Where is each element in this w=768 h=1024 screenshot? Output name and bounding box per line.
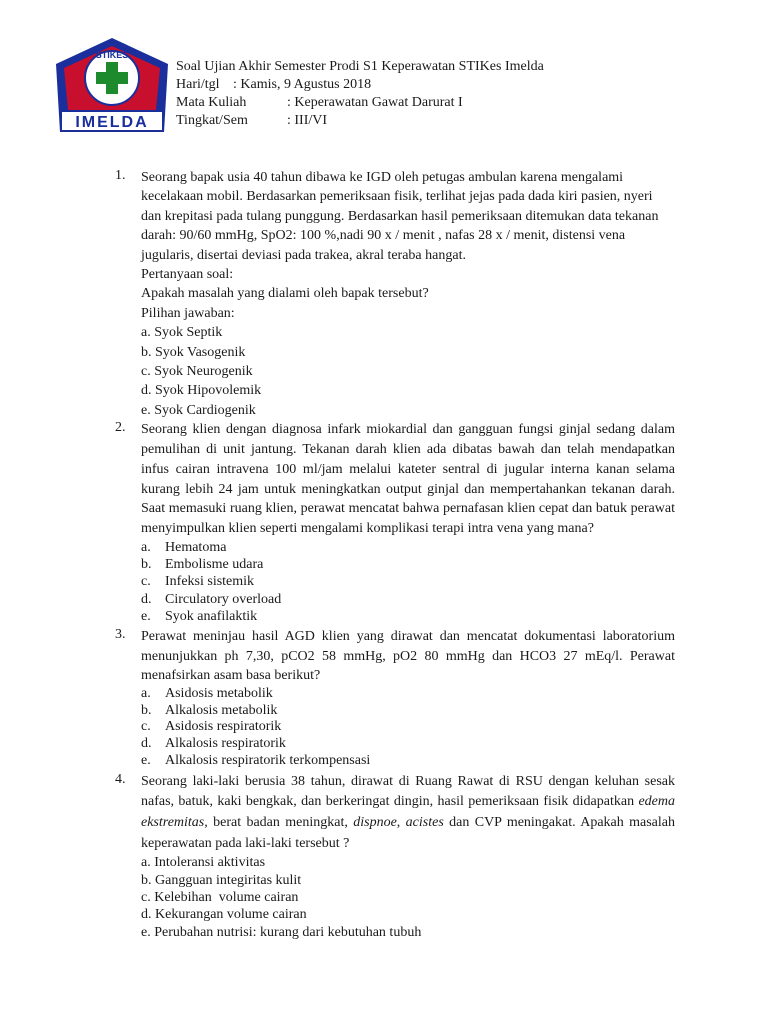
- question-number: 3.: [115, 627, 126, 643]
- answer-option: [141, 608, 675, 625]
- option-text: Hematoma: [165, 540, 227, 556]
- stem-text: , berat badan meningkat,: [204, 815, 354, 831]
- header-label: Mata Kuliah: [176, 95, 247, 110]
- question-3: [115, 627, 675, 770]
- answer-option: [141, 686, 675, 703]
- option-letter: c.: [141, 719, 151, 735]
- option-letter: e.: [141, 753, 151, 769]
- answer-option: d. Kekurangan volume cairan: [141, 907, 307, 923]
- answer-option: [141, 736, 675, 753]
- logo-top-text: STIKES: [95, 50, 129, 60]
- answer-option: [141, 573, 675, 590]
- option-letter: d.: [141, 736, 152, 752]
- stem-term-italic: edema ekstremitas: [141, 794, 675, 831]
- stem-text: Seorang laki-laki berusia 38 tahun, dirawat di Ruang Rawat di RSU dengan keluhan sesak nafas, batuk, kaki bengkak, dan berkeringat dingin, hasil pemeriksaan fisik didapatkan: [141, 773, 675, 810]
- answer-option: e. Syok Cardiogenik: [141, 402, 256, 418]
- header-label: Tingkat/Sem: [176, 113, 248, 128]
- question-2: [115, 420, 675, 625]
- option-text: Alkalosis respiratorik: [165, 736, 286, 752]
- answer-option: [141, 591, 675, 608]
- option-text: Asidosis metabolik: [165, 685, 273, 701]
- question-list: [115, 168, 675, 941]
- answer-option: c. Syok Neurogenik: [141, 364, 253, 380]
- question-number: 1.: [115, 168, 126, 183]
- logo-bottom-text: IMELDA: [75, 114, 149, 131]
- answer-option: [141, 753, 675, 770]
- question-label: Pertanyaan soal:: [141, 267, 234, 283]
- header-label: Hari/tgl: [176, 77, 220, 92]
- option-text: Asidosis respiratorik: [165, 719, 282, 735]
- exam-header: [176, 58, 544, 130]
- stikes-imelda-logo: [52, 36, 172, 136]
- option-text: Alkalosis metabolik: [165, 702, 278, 718]
- answer-option: a. Intoleransi aktivitas: [141, 855, 266, 871]
- header-row-course: [176, 94, 544, 112]
- header-value: : III/VI: [287, 113, 328, 128]
- answer-option: [141, 556, 675, 573]
- header-row-level: [176, 112, 544, 130]
- header-row-date: [176, 76, 544, 94]
- stem-text: dan CVP meningakat. Apakah masalah keperawatan pada laki-laki tersebut ?: [141, 815, 675, 851]
- answer-option: b. Syok Vasogenik: [141, 344, 246, 360]
- option-text: Infeksi sistemik: [165, 574, 255, 590]
- answer-option: a. Syok Septik: [141, 325, 223, 341]
- stem-text: ,: [396, 815, 406, 831]
- answer-option: c. Kelebihan volume cairan: [141, 890, 299, 906]
- question-text: Apakah masalah yang dialami oleh bapak tersebut?: [141, 286, 429, 302]
- option-letter: b.: [141, 557, 152, 573]
- option-letter: a.: [141, 540, 151, 556]
- stem-term-italic: acistes: [405, 815, 444, 831]
- question-1: [115, 168, 675, 420]
- choices-label: Pilihan jawaban:: [141, 305, 235, 321]
- option-letter: b.: [141, 702, 152, 718]
- option-letter: a.: [141, 685, 151, 701]
- answer-option: b. Gangguan integiritas kulit: [141, 872, 302, 888]
- question-number: 4.: [115, 771, 126, 787]
- option-letter: d.: [141, 591, 152, 607]
- option-text: Embolisme udara: [165, 557, 264, 573]
- question-number: 2.: [115, 420, 126, 436]
- answer-option: [141, 719, 675, 736]
- header-value: : Kamis, 9 Agustus 2018: [233, 77, 372, 92]
- question-stem: Perawat meninjau hasil AGD klien yang dirawat dan mencatat dokumentasi laboratorium menunjukkan ph 7,30, pCO2 58 mmHg, pO2 80 mmHg dan HCO3 27 mEq/l. Perawat menafsirkan asam basa berikut?: [141, 629, 675, 684]
- question-stem: [141, 772, 675, 854]
- header-value: : Keperawatan Gawat Darurat I: [287, 95, 463, 110]
- option-letter: c.: [141, 574, 151, 590]
- option-text: Syok anafilaktik: [165, 608, 258, 624]
- exam-title: Soal Ujian Akhir Semester Prodi S1 Keperawatan STIKes Imelda: [176, 59, 544, 74]
- answer-option: d. Syok Hipovolemik: [141, 383, 262, 399]
- answer-option: e. Perubahan nutrisi: kurang dari kebutuhan tubuh: [141, 924, 422, 940]
- question-4: [115, 772, 675, 941]
- option-letter: e.: [141, 608, 151, 624]
- answer-option: [141, 703, 675, 720]
- question-stem: Seorang klien dengan diagnosa infark miokardial dan gangguan fungsi ginjal sedang dalam pemulihan di unit jantung. Tekanan darah klien ada dibatas bawah dan telah mendapatkan infus cairan intravena 100 ml/jam melalui kateter sentral di jugular interna kanan selama kurang lebih 24 jam untuk meningkatkan output ginjal dan mempertahankan tekanan darah. Saat memasuki ruang klien, perawat mencatat bahwa pernafasan klien cepat dan batuk perawat menyimpulkan klien seperti mengalami komplikasi terapi intra vena yang mana?: [141, 422, 675, 537]
- question-stem: Seorang bapak usia 40 tahun dibawa ke IGD oleh petugas ambulan karena mengalami kecelakaan mobil. Berdasarkan pemeriksaan fisik, terlihat jejas pada dada kiri pasien, nyeri dan krepitasi pada tulang punggung. Berdasarkan hasil pemeriksaan ditemukan data tekanan darah: 90/60 mmHg, SpO2: 100 %,nadi 90 x / menit , nafas 28 x / menit, distensi vena jugularis, disertai deviasi pada trakea, akral teraba hangat.: [141, 170, 659, 263]
- answer-option: [141, 539, 675, 556]
- stem-term-italic: dispnoe: [353, 815, 397, 831]
- option-text: Alkalosis respiratorik terkompensasi: [165, 753, 371, 769]
- option-text: Circulatory overload: [165, 591, 282, 607]
